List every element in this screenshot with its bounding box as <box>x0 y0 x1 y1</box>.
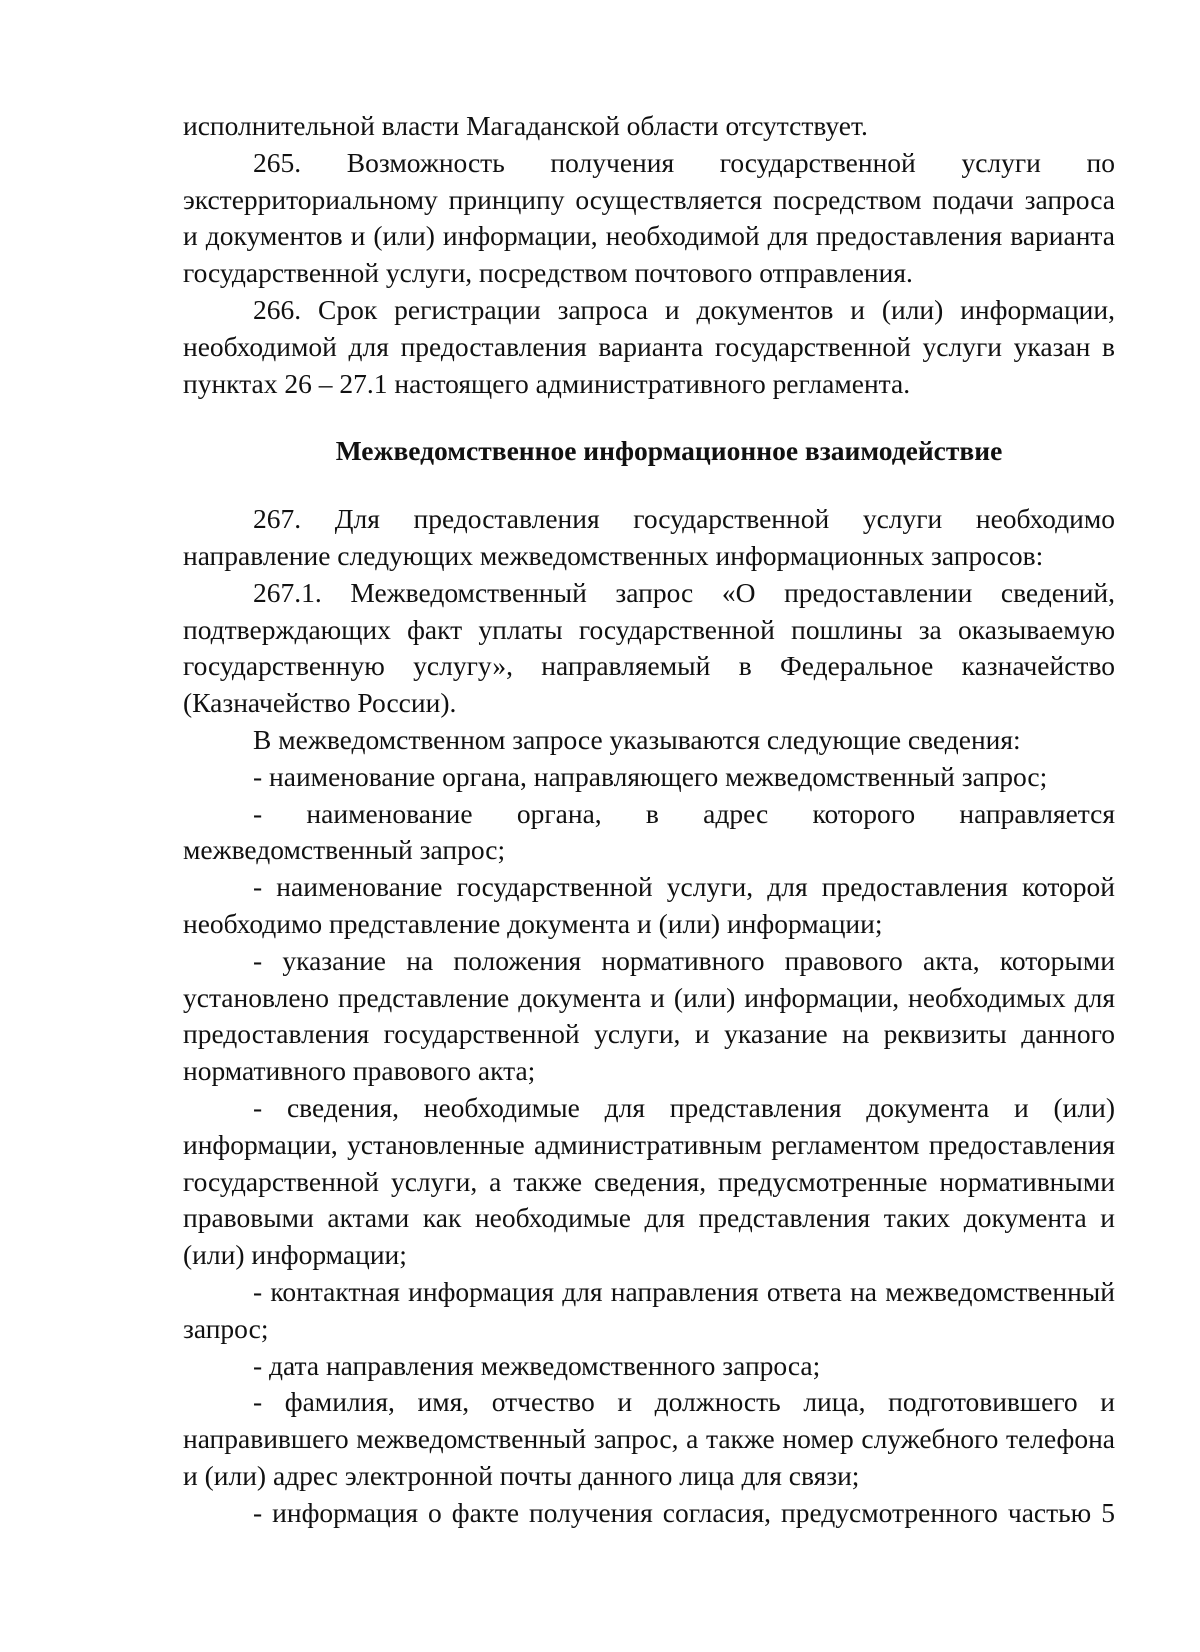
document-page <box>183 108 1115 1531</box>
list-item-request-date: - дата направления межведомственного запроса; <box>253 1349 821 1381</box>
list-item-recipient-body: - наименование органа, в адрес которого направляется межведомственный запрос; <box>183 797 1115 866</box>
paragraph-267: 267. Для предоставления государственной услуги необходимо направление следующих межведомственных информационных запросов: <box>183 503 1115 571</box>
paragraph-265: 265. Возможность получения государственной услуги по экстерриториальному принципу осуществляется посредством подачи запроса и документов и (или) информации, необходимой для предоставления варианта государственной услуги, посредством почтового отправления. <box>183 146 1115 289</box>
list-item-responsible-person: - фамилия, имя, отчество и должность лица, подготовившего и направившего межведомственный запрос, а также номер служебного телефона и (или) адрес электронной почты данного лица для связи; <box>183 1386 1115 1491</box>
list-item-contact-info: - контактная информация для направления ответа на межведомственный запрос; <box>183 1275 1115 1344</box>
list-item-legal-act: - указание на положения нормативного правового акта, которыми установлено представление документа и (или) информации, необходимых для предоставления государственной услуги, и указание на реквизиты данного нормативного правового акта; <box>183 944 1115 1087</box>
paragraph-request-info-intro: В межведомственном запросе указываются следующие сведения: <box>253 723 1021 755</box>
paragraph-continuation: исполнительной власти Магаданской области отсутствует. <box>183 110 868 141</box>
paragraph-267-1: 267.1. Межведомственный запрос «О предоставлении сведений, подтверждающих факт уплаты государственной пошлины за оказываемую государственную услугу», направляемый в Федеральное казначейство (Казначейство России). <box>183 576 1115 719</box>
section-heading: Межведомственное информационное взаимодействие <box>335 435 1003 467</box>
list-item-required-info: - сведения, необходимые для представления документа и (или) информации, установленные административным регламентом предоставления государственной услуги, а также сведения, предусмотренные нормативными правовыми актами как необходимые для представления таких документа и (или) информации; <box>183 1091 1115 1271</box>
list-item-service-name: - наименование государственной услуги, для предоставления которой необходимо представление документа и (или) информации; <box>183 871 1115 939</box>
paragraph-266: 266. Срок регистрации запроса и документов и (или) информации, необходимой для предоставления варианта государственной услуги указан в пунктах 26 – 27.1 настоящего административного регламента. <box>183 293 1115 399</box>
list-item-consent-info: - информация о факте получения согласия, предусмотренного частью 5 <box>253 1496 1115 1528</box>
list-item-requesting-body: - наименование органа, направляющего межведомственный запрос; <box>253 760 1048 792</box>
